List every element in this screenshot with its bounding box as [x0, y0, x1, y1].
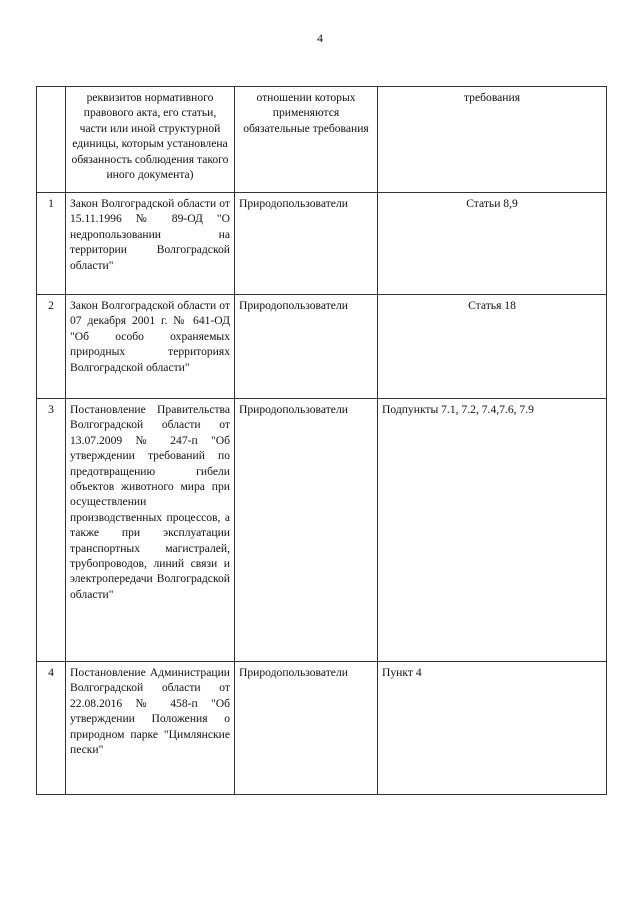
row-document-cell: Постановление Администрации Волгоградской области от 22.08.2016 № 458-п "Об утверждении Положения о природном парке "Цимлянские пески"	[66, 662, 235, 795]
table-row	[37, 399, 607, 662]
header-structural-units-cell: требования	[378, 87, 607, 193]
row-number-cell: 3	[37, 399, 66, 662]
header-subjects-cell: отношении которых применяются обязательные требования	[235, 87, 378, 193]
row-document-cell: Закон Волгоградской области от 07 декабря 2001 г. № 641-ОД "Об особо охраняемых природных территориях Волгоградской области"	[66, 295, 235, 399]
header-num-cell	[37, 87, 66, 193]
row-subjects-cell: Природопользователи	[235, 193, 378, 295]
row-document-cell: Постановление Правительства Волгоградской области от 13.07.2009 № 247-п "Об утверждении требований по предотвращению гибели объектов животного мира при осуществлении производственных процессов, а также при эксплуатации транспортных магистралей, трубопроводов, линий связи и электропередачи Волгоградской области"	[66, 399, 235, 662]
row-subjects-cell: Природопользователи	[235, 399, 378, 662]
row-structural-units-cell: Пункт 4	[378, 662, 607, 795]
row-number-cell: 4	[37, 662, 66, 795]
row-structural-units-cell: Статья 18	[378, 295, 607, 399]
row-subjects-cell: Природопользователи	[235, 662, 378, 795]
table-row	[37, 662, 607, 795]
requirements-table	[36, 86, 607, 795]
row-structural-units-cell: Статьи 8,9	[378, 193, 607, 295]
row-subjects-cell: Природопользователи	[235, 295, 378, 399]
table-row	[37, 295, 607, 399]
header-document-cell: реквизитов нормативного правового акта, его статьи, части или иной структурной единицы, которым установлена обязанность соблюдения такого иного документа)	[66, 87, 235, 193]
table-header-row	[37, 87, 607, 193]
row-number-cell: 1	[37, 193, 66, 295]
row-structural-units-cell: Подпункты 7.1, 7.2, 7.4,7.6, 7.9	[378, 399, 607, 662]
page-number: 4	[317, 31, 323, 45]
row-number-cell: 2	[37, 295, 66, 399]
table-row	[37, 193, 607, 295]
row-document-cell: Закон Волгоградской области от 15.11.1996 № 89-ОД "О недропользовании на территории Волгоградской области"	[66, 193, 235, 295]
